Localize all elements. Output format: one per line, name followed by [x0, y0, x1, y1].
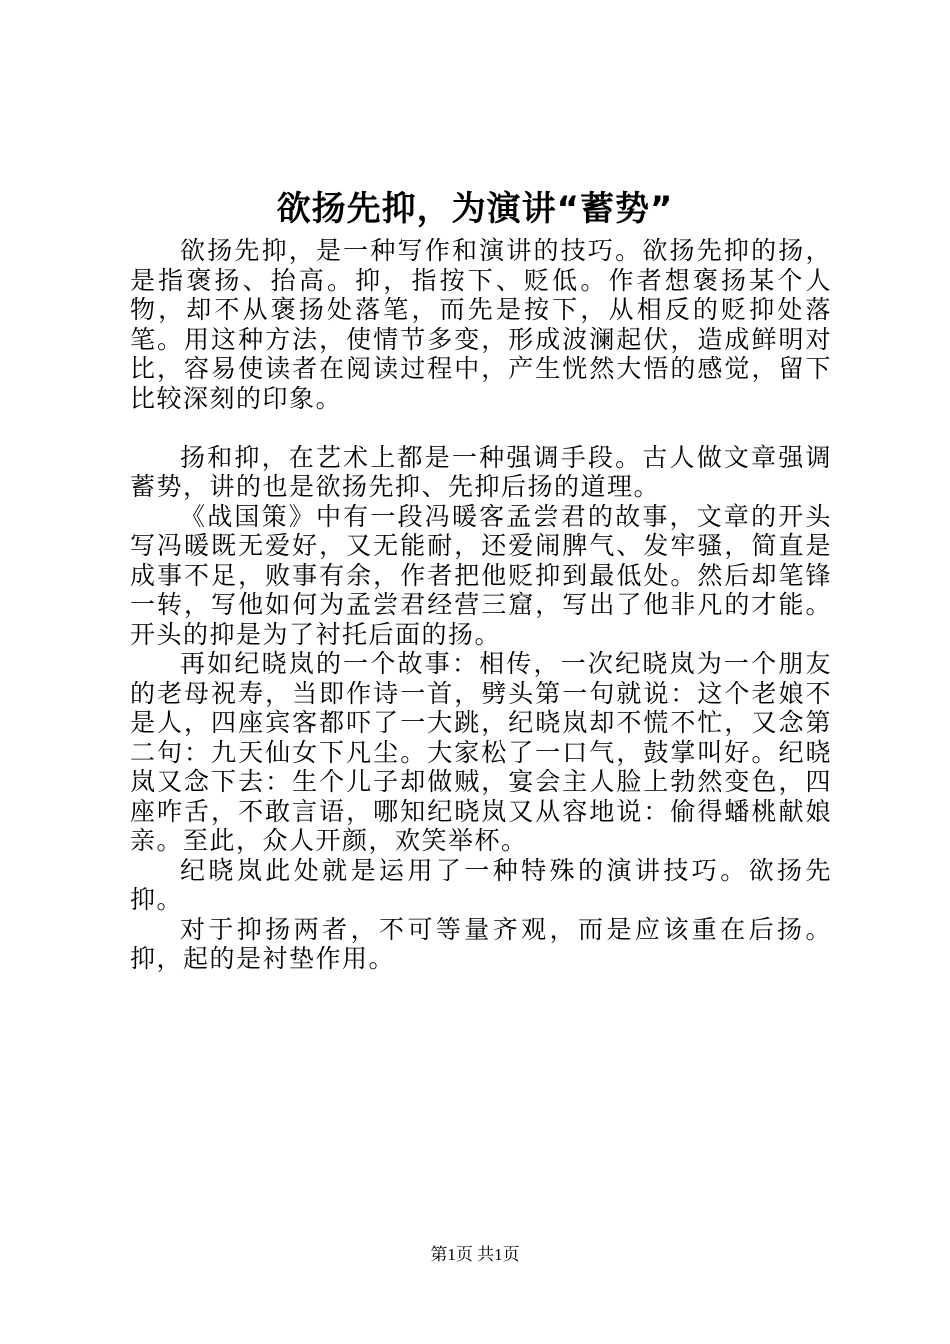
paragraph-6: 对于抑扬两者，不可等量齐观，而是应该重在后扬。抑，起的是衬垫作用。 [130, 914, 832, 973]
paragraph-4: 再如纪晓岚的一个故事：相传，一次纪晓岚为一个朋友的老母祝寿，当即作诗一首，劈头第一句就说：这个老娘不是人，四座宾客都吓了一大跳，纪晓岚却不慌不忙，又念第二句：九天仙女下凡尘。大家松了一口气，鼓掌叫好。纪晓岚又念下去：生个儿子却做贼，宴会主人脸上勃然变色，四座咋舌，不敢言语，哪知纪晓岚又从容地说：偷得蟠桃献娘亲。至此，众人开颜，欢笑举杯。 [130, 649, 832, 855]
paragraph-1: 欲扬先抑，是一种写作和演讲的技巧。欲扬先抑的扬，是指褒扬、抬高。抑，指按下、贬低。作者想褒扬某个人物，却不从褒扬处落笔，而先是按下，从相反的贬抑处落笔。用这种方法，使情节多变，形成波澜起伏，造成鲜明对比，容易使读者在阅读过程中，产生恍然大悟的感觉，留下比较深刻的印象。 [130, 236, 832, 413]
page-footer: 第1页 共1页 [430, 1245, 520, 1264]
document-body [130, 236, 832, 974]
paragraph-5: 纪晓岚此处就是运用了一种特殊的演讲技巧。欲扬先抑。 [130, 855, 832, 914]
paragraph-3: 《战国策》中有一段冯暖客孟尝君的故事，文章的开头写冯暖既无爱好，又无能耐，还爱闹脾气、发牢骚，简直是成事不足，败事有余，作者把他贬抑到最低处。然后却笔锋一转，写他如何为孟尝君经营三窟，写出了他非凡的才能。开头的抑是为了衬托后面的扬。 [130, 501, 832, 649]
paragraph-2: 扬和抑，在艺术上都是一种强调手段。古人做文章强调蓄势，讲的也是欲扬先抑、先抑后扬的道理。 [130, 442, 832, 501]
document-title: 欲扬先抑，为演讲“蓄势” [276, 189, 674, 229]
